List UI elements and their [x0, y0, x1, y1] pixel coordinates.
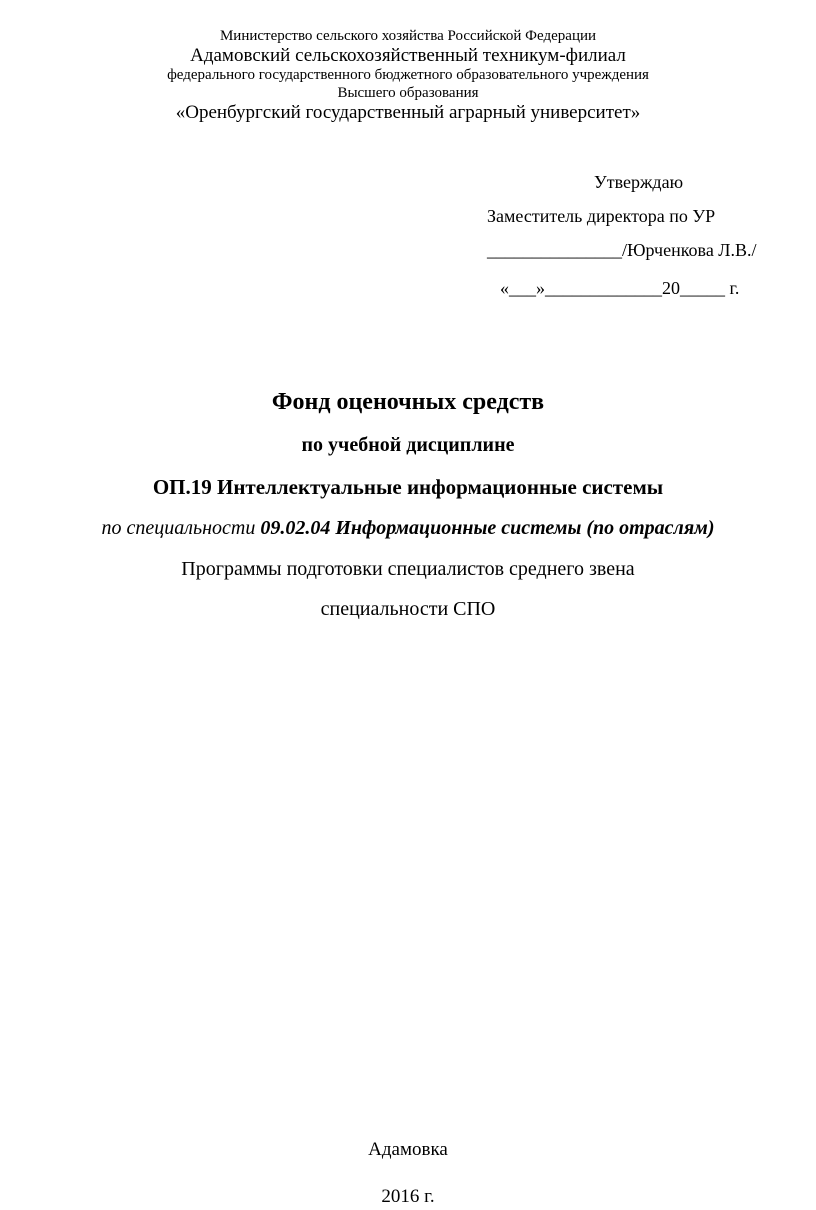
institution-name: федерального государственного бюджетного образовательного учреждения — [167, 67, 649, 83]
program-line-1: Программы подготовки специалистов среднего звена — [181, 558, 635, 580]
specialty-prefix: по специальности — [101, 517, 261, 539]
document-subtitle: по учебной дисциплине — [301, 434, 515, 456]
discipline-name: ОП.19 Интеллектуальные информационные системы — [152, 475, 664, 499]
document-year: 2016 г. — [381, 1186, 435, 1207]
college-name: Адамовский сельскохозяйственный техникум-филиал — [190, 45, 626, 66]
program-line-2: специальности СПО — [320, 598, 496, 620]
university-name: «Оренбургский государственный аграрный университет» — [175, 102, 641, 123]
city-name: Адамовка — [368, 1139, 448, 1160]
signature-line: _______________/Юрченкова Л.В./ — [487, 240, 757, 260]
ministry-name: Министерство сельского хозяйства Российской Федерации — [219, 28, 597, 44]
approve-word: Утверждаю — [594, 172, 684, 192]
approver-position: Заместитель директора по УР — [487, 206, 716, 226]
specialty-line — [0, 518, 816, 538]
specialty-code-name: 09.02.04 Информационные системы (по отраслям) — [260, 517, 715, 539]
education-level: Высшего образования — [337, 85, 479, 101]
document-title: Фонд оценочных средств — [271, 389, 545, 415]
approval-date-line: «___»_____________20_____ г. — [500, 278, 740, 298]
